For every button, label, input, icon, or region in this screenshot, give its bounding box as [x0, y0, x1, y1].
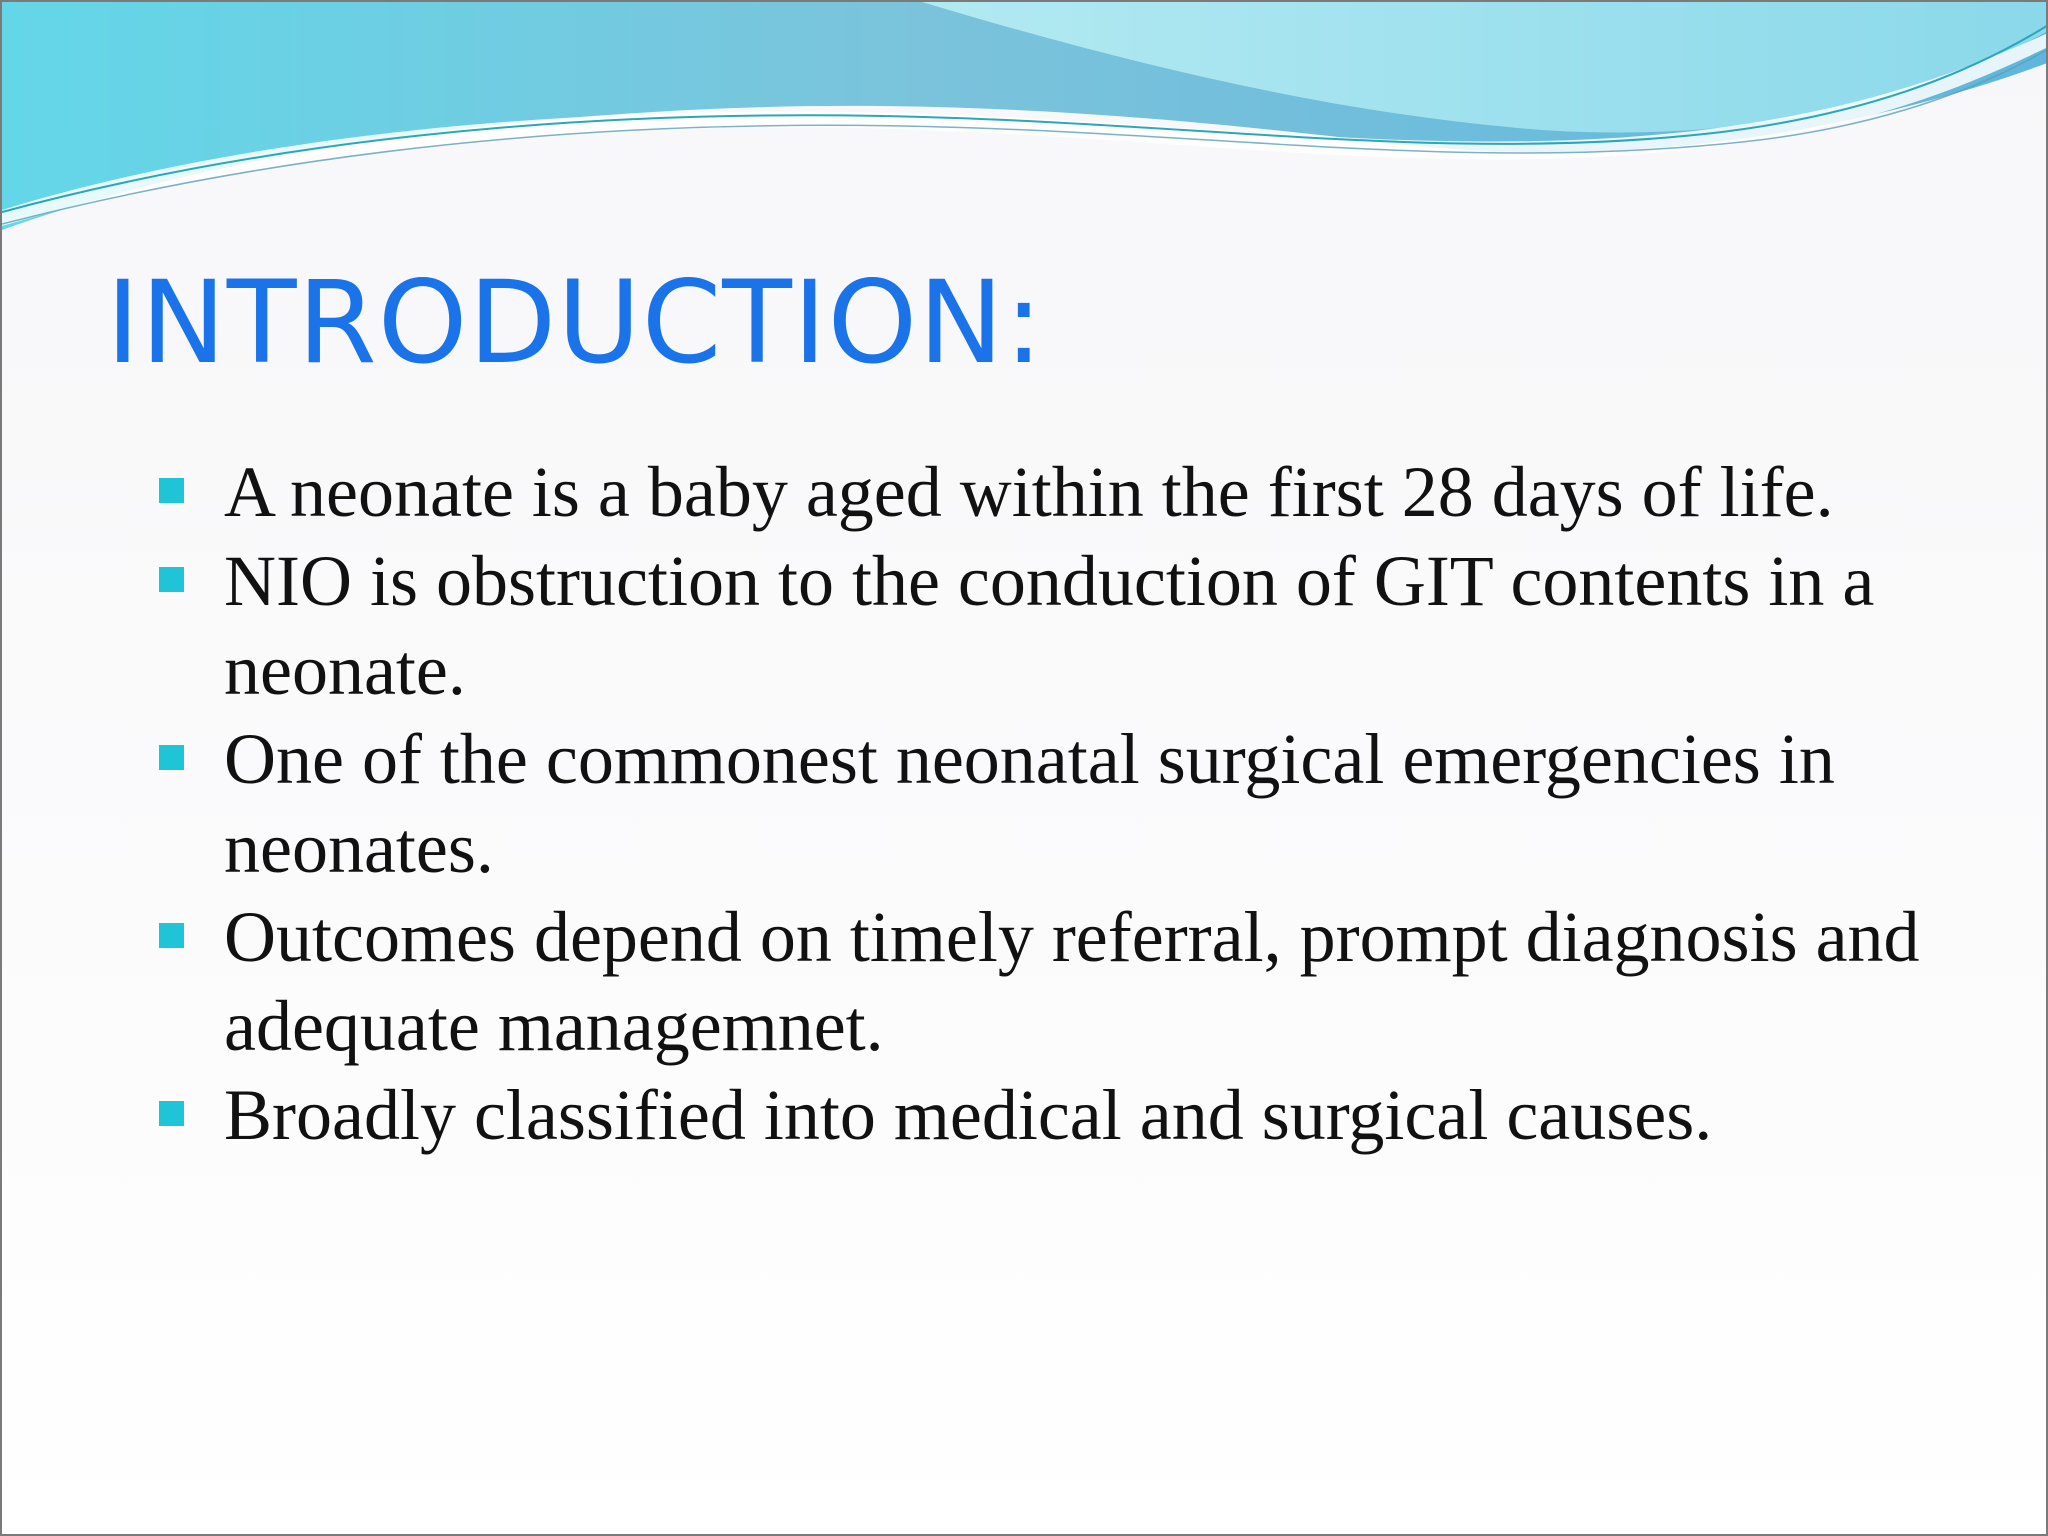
header-wave-decoration — [2, 2, 2048, 242]
bullet-item — [152, 715, 1952, 893]
square-bullet-icon — [159, 478, 184, 503]
bullet-item — [152, 1071, 1952, 1160]
square-bullet-icon — [159, 923, 184, 948]
square-bullet-icon — [159, 1101, 184, 1126]
bullet-item — [152, 448, 1952, 537]
bullet-list — [152, 448, 1952, 1160]
bullet-item — [152, 537, 1952, 715]
bullet-text: A neonate is a baby aged within the first 28 days of life. — [224, 452, 1834, 532]
square-bullet-icon — [159, 745, 184, 770]
bullet-text: Broadly classified into medical and surgical causes. — [224, 1075, 1713, 1155]
bullet-text: Outcomes depend on timely referral, prompt diagnosis and adequate managemnet. — [224, 897, 1920, 1066]
bullet-text: NIO is obstruction to the conduction of GIT contents in a neonate. — [224, 541, 1875, 710]
bullet-text: One of the commonest neonatal surgical emergencies in neonates. — [224, 719, 1835, 888]
bullet-item — [152, 893, 1952, 1071]
square-bullet-icon — [159, 567, 184, 592]
slide-title: INTRODUCTION: — [106, 256, 1044, 389]
